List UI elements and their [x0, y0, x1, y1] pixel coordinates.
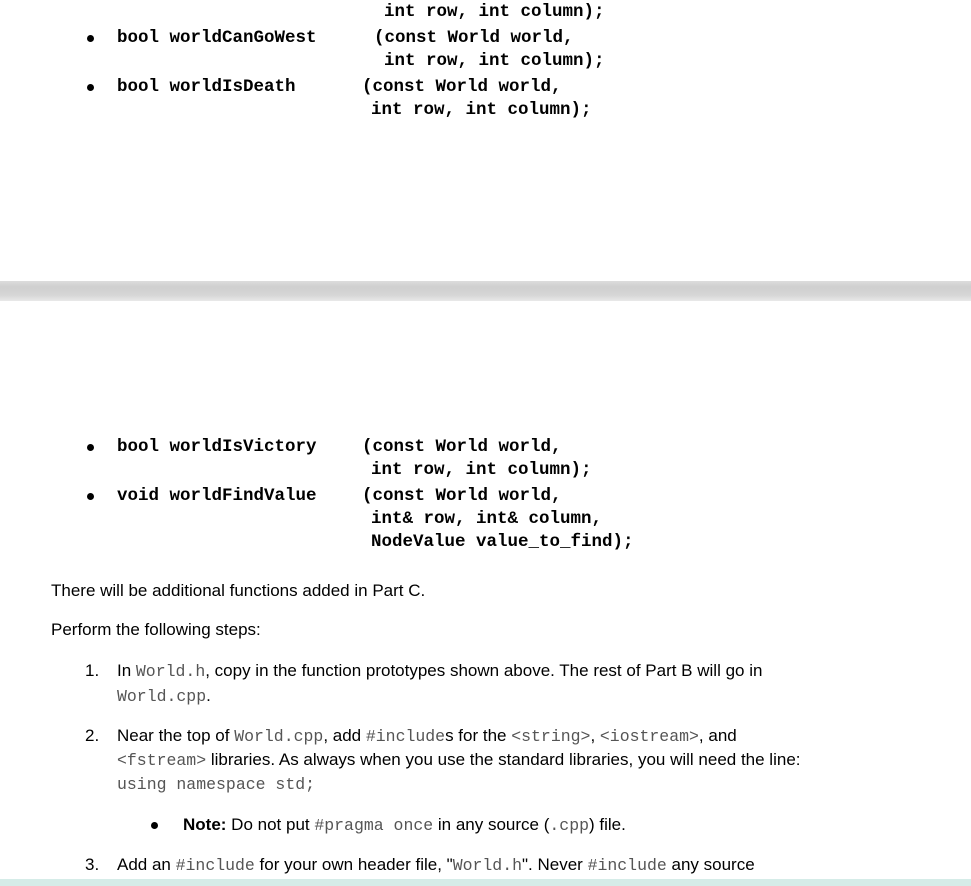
function-name-worldFindValue: void worldFindValue: [117, 486, 317, 506]
step-number: 1.: [85, 661, 100, 680]
inline-code: World.cpp: [117, 687, 207, 706]
inline-code: #include: [175, 856, 255, 875]
inline-code: #include: [365, 727, 446, 746]
bullet-icon: [151, 822, 158, 829]
function-name-worldCanGoWest: bool worldCanGoWest: [117, 28, 317, 48]
inline-code: World.h: [135, 662, 206, 681]
function-name-worldIsVictory: bool worldIsVictory: [117, 437, 317, 457]
inline-code: #include: [587, 856, 667, 875]
continuation-line: int row, int column);: [384, 2, 605, 22]
bullet-icon: [87, 493, 94, 500]
step-2-note: Note: Do not put #pragma once in any source (.cpp) file.: [183, 815, 626, 835]
function-params-line1: (const World world,: [362, 77, 562, 97]
step-1-line-1: In World.h, copy in the function prototypes shown above. The rest of Part B will go in: [117, 661, 763, 681]
page-separator: [0, 281, 971, 301]
function-name-worldIsDeath: bool worldIsDeath: [117, 77, 296, 97]
function-params-line1: (const World world,: [362, 486, 562, 506]
bullet-icon: [87, 35, 94, 42]
function-params-line3: NodeValue value_to_find);: [371, 532, 634, 552]
function-params-line1: (const World world,: [362, 437, 562, 457]
inline-code: World.h: [452, 856, 522, 875]
step-3-line-1: Add an #include for your own header file, "World.h". Never #include any source: [117, 855, 755, 875]
step-2-line-2: <fstream> libraries. As always when you use the standard libraries, you will need the line:: [117, 750, 801, 770]
paragraph-additional-functions: There will be additional functions added in Part C.: [51, 581, 426, 600]
inline-code: <string>: [511, 727, 591, 746]
step-2-line-3: [117, 773, 315, 796]
inline-code: <fstream>: [117, 751, 207, 770]
inline-code: .cpp: [549, 816, 590, 835]
inline-code: #pragma once: [314, 816, 434, 835]
step-2-line-1: Near the top of World.cpp, add #includes for the <string>, <iostream>, and: [117, 726, 737, 746]
bottom-bar: [0, 879, 971, 886]
function-params-line2: int row, int column);: [371, 460, 592, 480]
bullet-icon: [87, 444, 94, 451]
inline-code: World.cpp: [234, 727, 324, 746]
function-params-line2: int row, int column);: [384, 51, 605, 71]
step-1-line-2: World.cpp.: [117, 686, 211, 706]
function-params-line1: (const World world,: [374, 28, 574, 48]
bullet-icon: [87, 84, 94, 91]
paragraph-perform-steps: Perform the following steps:: [51, 620, 261, 639]
inline-code: using namespace std;: [117, 775, 316, 794]
step-number: 2.: [85, 726, 100, 745]
inline-code: <iostream>: [599, 727, 699, 746]
step-number: 3.: [85, 855, 100, 874]
function-params-line2: int& row, int& column,: [371, 509, 603, 529]
function-params-line2: int row, int column);: [371, 100, 592, 120]
